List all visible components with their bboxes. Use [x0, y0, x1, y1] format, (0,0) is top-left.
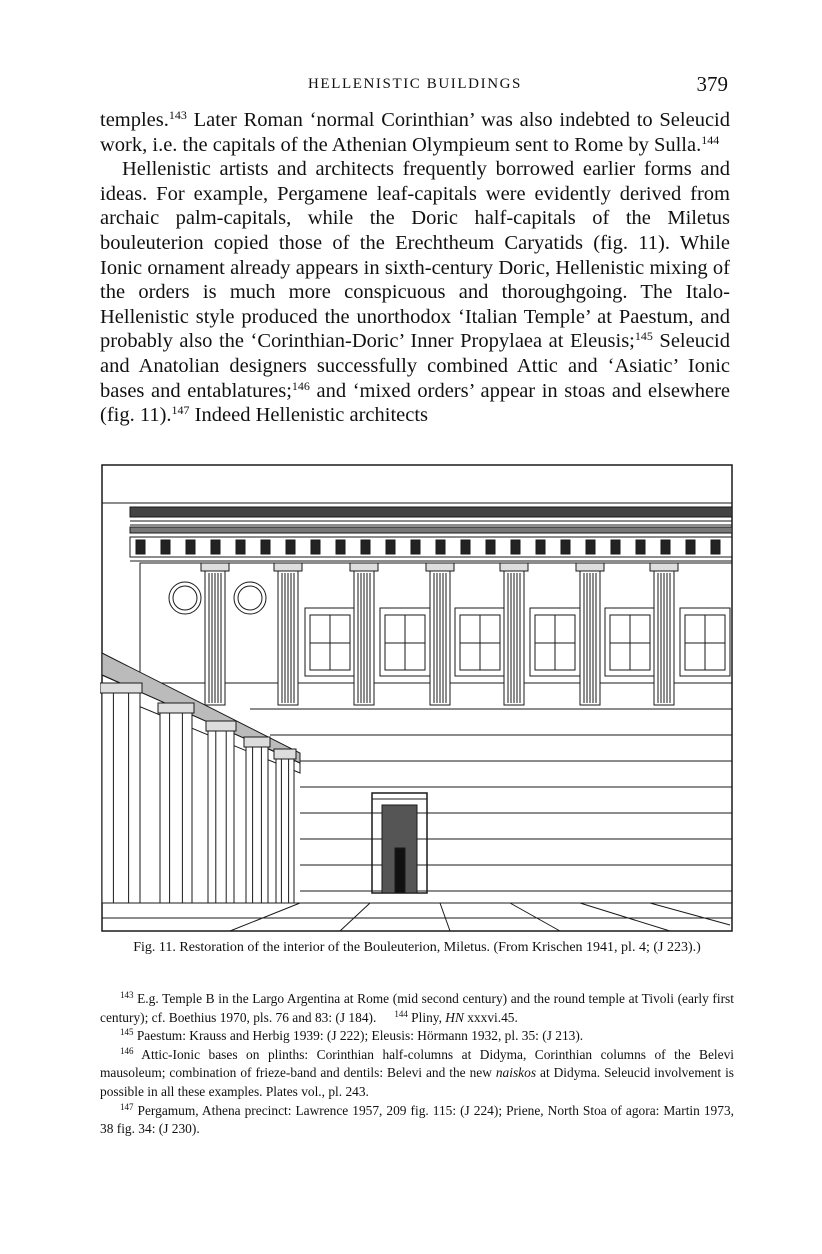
footnote-number: 145	[120, 1027, 134, 1038]
footnote-143	[100, 990, 734, 1027]
footnote-ref-147[interactable]: 147	[171, 403, 190, 418]
footnote-text: at Didyma. Seleucid involvement is possible in all these examples. Plates vol., pl. 243.	[100, 1065, 734, 1099]
footnote-147	[100, 1102, 734, 1139]
running-head	[100, 70, 730, 100]
footnote-text: Paestum: Krauss and Herbig 1939: (J 222); Eleusis: Hörmann 1932, pl. 35: (J 213).	[133, 1028, 584, 1044]
footnote-number: 143	[120, 990, 134, 1000]
footnote-text: xxxvi.45.	[463, 1009, 518, 1025]
text-run: temples.	[100, 109, 169, 131]
footnote-text: Pergamum, Athena precinct: Lawrence 1957, 209 fig. 115: (J 224); Priene, North Stoa of agora: Martin 1973, 38 fig. 34: (J 230).	[100, 1102, 734, 1137]
text-run: Later Roman ‘normal Corinthian’ was also indebted to Seleucid work, i.e. the capitals of the Athenian Olympieum sent to Rome by Sulla.	[100, 109, 730, 156]
footnote-number: 146	[120, 1045, 134, 1056]
text-run: Indeed Hellenistic architects	[189, 404, 429, 427]
footnote-ref-144[interactable]: 144	[701, 132, 720, 147]
paragraph-2	[100, 157, 730, 428]
paragraph-1	[100, 108, 730, 157]
text-run: and ‘mixed orders’ appear in stoas and elsewhere (fig. 11).	[100, 379, 730, 427]
figure-bouleuterion-drawing	[100, 463, 734, 933]
footnote-text: Attic-Ionic bases on plinths: Corinthian half-columns at Didyma, Corinthian columns of the Belevi mausoleum; combination of frieze-band and dentils: Belevi and the new	[100, 1046, 734, 1081]
text-run: Seleucid and Anatolian designers successfully combined Attic and ‘Asiatic’ Ionic bases and entablatures;	[100, 330, 731, 402]
running-head-title: HELLENISTIC BUILDINGS	[308, 76, 522, 92]
footnote-ref-146[interactable]: 146	[291, 378, 310, 393]
footnote-144	[376, 1010, 518, 1025]
footnote-145	[100, 1027, 734, 1046]
footnote-text: Pliny,	[407, 1009, 446, 1025]
body-text	[100, 108, 730, 428]
footnote-italic: naiskos	[495, 1065, 537, 1081]
figure-caption: Fig. 11. Restoration of the interior of the Bouleuterion, Miletus. (From Krischen 1941, pl. 4; (J 223).)	[133, 940, 701, 955]
footnote-ref-143[interactable]: 143	[168, 108, 187, 122]
text-run: Hellenistic artists and architects frequently borrowed earlier forms and ideas. For example, Pergamene leaf-capitals were evidently derived from archaic palm-capitals, while the Doric half-capitals of the Miletus bouleuterion copied those of the Erechtheum Caryatids (fig. 11). While Ionic ornament already appears in sixth-century Doric, Hellenistic mixing of the orders is much more conspicuous and thoroughgoing. The Italo-Hellenistic style produced the unorthodox ‘Italian Temple’ at Paestum, and probably also the ‘Corinthian-Doric’ Inner Propylaea at Eleusis;	[100, 158, 730, 353]
footnote-number: 144	[394, 1008, 408, 1019]
bouleuterion-illustration	[100, 463, 734, 933]
footnotes	[100, 990, 734, 1139]
page-number: 379	[696, 72, 728, 96]
footnote-text: E.g. Temple B in the Largo Argentina at Rome (mid second century) and the round temple at Tivoli (early first century); cf. Boethius 1970, pls. 76 and 83: (J 184).	[100, 991, 734, 1025]
footnote-146	[100, 1046, 734, 1102]
footnote-number: 147	[120, 1101, 134, 1112]
footnote-italic: HN	[445, 1009, 464, 1025]
footnote-ref-145[interactable]: 145	[634, 329, 653, 344]
